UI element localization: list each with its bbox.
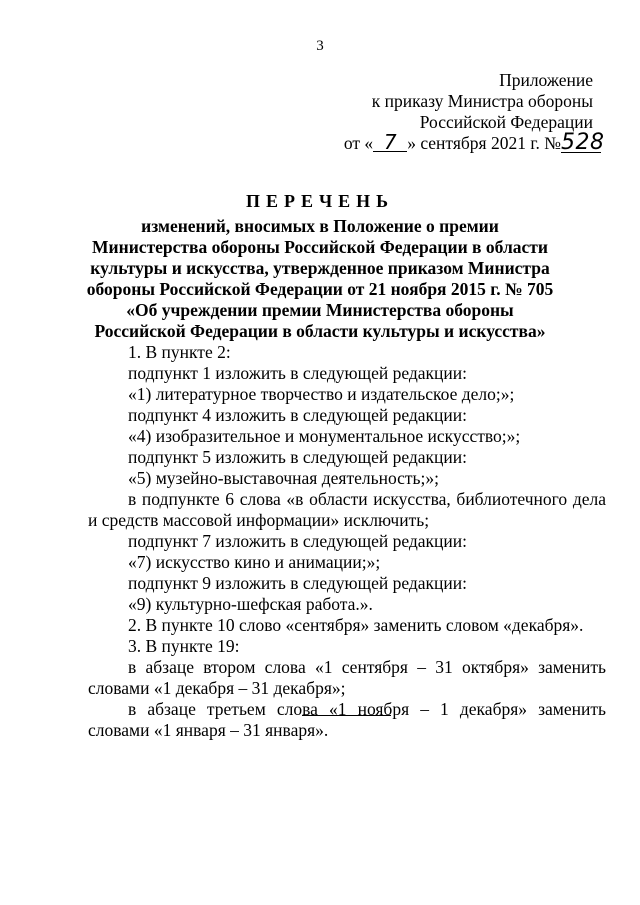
document-body	[88, 342, 606, 741]
document-title	[60, 191, 580, 342]
body-paragraph: «7) искусство кино и анимации;»;	[128, 552, 381, 572]
body-paragraph: в абзаце втором слова «1 сентября – 31 октября» заменить словами «1 декабря – 31 декабря»;	[88, 657, 606, 698]
title-line: Российской Федерации в области культуры и искусства»	[94, 321, 546, 341]
page-number: 3	[316, 38, 324, 54]
body-paragraph: 3. В пункте 19:	[128, 636, 240, 656]
end-divider-line	[302, 715, 391, 716]
body-paragraph: подпункт 1 изложить в следующей редакции:	[128, 363, 468, 383]
handwritten-order-number: 528	[561, 130, 605, 155]
title-line: Министерства обороны Российской Федерации в области	[92, 237, 548, 257]
body-paragraph: в подпункте 6 слова «в области искусства, библиотечного дела и средств массовой информации» исключить;	[88, 489, 606, 530]
appendix-country: Российской Федерации	[419, 112, 593, 132]
title-line: культуры и искусства, утвержденное приказом Министра	[90, 258, 550, 278]
body-paragraph: «5) музейно-выставочная деятельность;»;	[128, 468, 440, 488]
date-prefix: от «	[343, 133, 374, 153]
appendix-date-line	[0, 130, 605, 155]
body-paragraph: подпункт 5 изложить в следующей редакции:	[128, 447, 468, 467]
body-paragraph: 2. В пункте 10 слово «сентября» заменить словом «декабря».	[128, 615, 584, 635]
body-paragraph: подпункт 7 изложить в следующей редакции:	[128, 531, 468, 551]
handwritten-day: 7	[373, 133, 407, 152]
title-line: изменений, вносимых в Положение о премии	[141, 216, 499, 236]
body-paragraph: «1) литературное творчество и издательское дело;»;	[128, 384, 515, 404]
appendix-order-ref: к приказу Министра обороны	[371, 91, 593, 111]
appendix-title: Приложение	[499, 70, 593, 90]
body-paragraph: подпункт 4 изложить в следующей редакции:	[128, 405, 468, 425]
body-paragraph: 1. В пункте 2:	[128, 342, 231, 362]
body-paragraph: подпункт 9 изложить в следующей редакции:	[128, 573, 468, 593]
body-paragraph: в абзаце третьем слова «1 ноября – 1 декабря» заменить словами «1 января – 31 января».	[88, 699, 606, 740]
title-line: обороны Российской Федерации от 21 ноября 2015 г. № 705	[86, 279, 554, 299]
appendix-block	[0, 70, 605, 155]
title-heading: ПЕРЕЧЕНЬ	[245, 191, 395, 211]
title-line: «Об учреждении премии Министерства обороны	[126, 300, 514, 320]
body-paragraph: «9) культурно-шефская работа.».	[128, 594, 373, 614]
date-middle: » сентября 2021 г. №	[407, 133, 561, 153]
body-paragraph: «4) изобразительное и монументальное искусство;»;	[128, 426, 521, 446]
